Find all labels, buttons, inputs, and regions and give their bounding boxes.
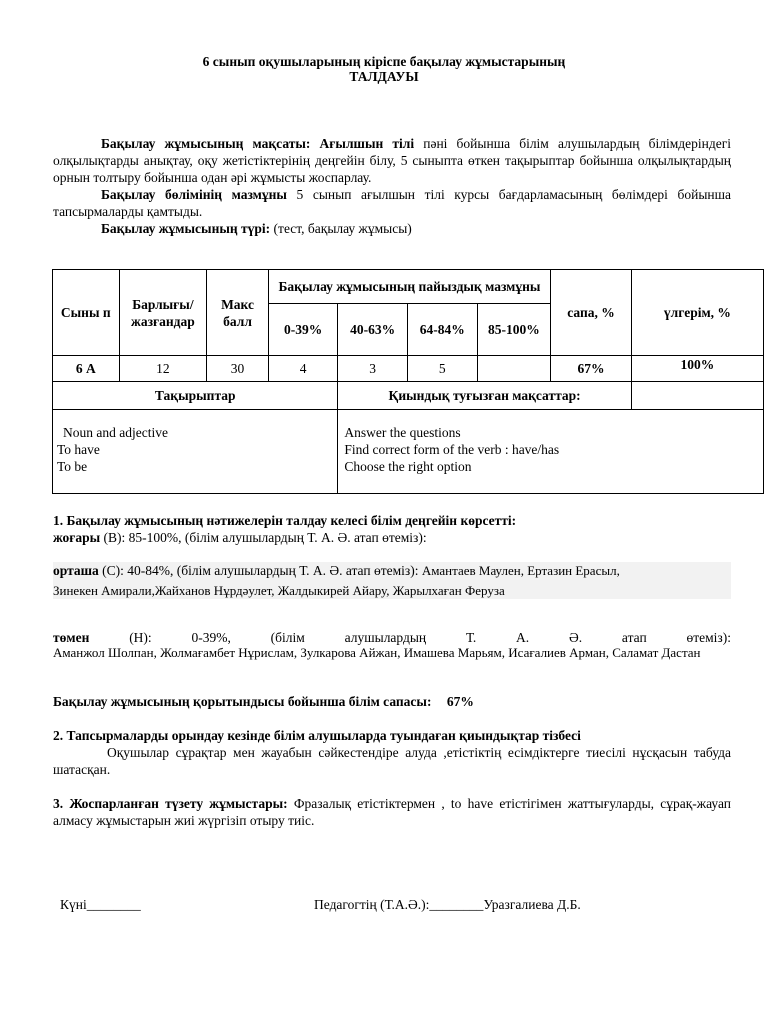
purpose-label: Бақылау жұмысының мақсаты: xyxy=(101,136,311,151)
mid-names-1: Амантаев Маулен, Ертазин Ерасыл, xyxy=(421,563,620,578)
page-title-line1: 6 сынып оқушыларының кіріспе бақылау жұмыстарының xyxy=(202,54,566,69)
header-total: Барлығы/ жазғандар xyxy=(119,270,207,356)
mid-text: (С): 40-84%, (білім алушылардың Т. А. Ә. атап өтеміз): xyxy=(102,563,419,578)
results-heading xyxy=(53,512,731,529)
type-label: Бақылау жұмысының түрі: xyxy=(101,221,271,236)
low-label: төмен xyxy=(53,630,90,645)
teacher-field xyxy=(314,896,581,913)
row-range1: 4 xyxy=(268,356,338,382)
section2-heading-text: 2. Тапсырмаларды орындау кезінде білім алушыларда туындаған қиындықтар тізбесі xyxy=(53,728,581,743)
row-total: 12 xyxy=(119,356,207,382)
content-paragraph xyxy=(53,186,731,220)
row-range3: 5 xyxy=(407,356,477,382)
purpose-subject: Ағылшын тілі xyxy=(319,136,415,151)
row-quality: 67% xyxy=(551,356,632,382)
row-progress: 100% xyxy=(631,356,763,382)
type-paragraph xyxy=(53,220,731,237)
topic-item: To have xyxy=(57,442,100,457)
difficulty-header: Қиындық туғызған мақсаттар: xyxy=(338,382,631,410)
empty-cell xyxy=(631,382,763,410)
row-class: 6 А xyxy=(53,356,120,382)
topic-item: To be xyxy=(57,459,88,474)
mid-names-2: Зинекен Амирали,Жайханов Нұрдәулет, Жалдыкирей Айару, Жарылхаған Феруза xyxy=(53,583,505,598)
quality-line xyxy=(53,693,731,710)
section3-text: Фразалық етістіктермен , to have етістігімен жаттығуларды, сұрақ-жауап алмасу жұмыстарын жиі жүргізіп отыру тиіс. xyxy=(53,796,732,828)
section3-heading: 3. Жоспарланған түзету жұмыстары: xyxy=(53,796,288,811)
topics-header: Тақырыптар xyxy=(53,382,338,410)
purpose-paragraph xyxy=(53,135,731,186)
difficulty-item: Find correct form of the verb : have/has xyxy=(344,442,560,457)
low-level-line xyxy=(53,629,731,646)
mid-level-block xyxy=(53,562,731,599)
range-85-100: 85-100% xyxy=(477,304,551,356)
high-level-line xyxy=(53,529,731,546)
content-text: 5 сынып ағылшын тілі курсы бағдарламасының бөлімдері бойынша тапсырмаларды қамтыды. xyxy=(53,187,732,219)
low-names: Аманжол Шолпан, Жолмағамбет Нұрислам, Зулкарова Айжан, Имашева Марьям, Исағалиев Арман, Саламат Дастан xyxy=(53,645,701,660)
quality-label: Бақылау жұмысының қорытындысы бойынша білім сапасы: xyxy=(53,694,432,709)
range-40-63: 40-63% xyxy=(338,304,408,356)
topic-item: Noun and adjective xyxy=(63,425,168,440)
quality-value: 67% xyxy=(446,694,474,709)
difficulty-item: Answer the questions xyxy=(344,425,461,440)
row-range2: 3 xyxy=(338,356,408,382)
high-label: жоғары xyxy=(53,530,101,545)
teacher-label: Педагогтің (Т.А.Ә.):________ xyxy=(314,897,484,912)
teacher-name: Уразгалиева Д.Б. xyxy=(483,897,581,912)
purpose-text: пәні бойынша білім алушылардың білімдеріндегі олқылықтарды анықтау, оқу жетістіктерінің деңгейін білу, 5 сыныпта өткен тақырыптар бойынша олқылықтардың орнын толтыру бойынша одан әрі жұмысты жоспарлау. xyxy=(53,136,732,185)
range-64-84: 64-84% xyxy=(407,304,477,356)
mid-level-line xyxy=(53,562,731,579)
results-heading-text: 1. Бақылау жұмысының нәтижелерін талдау келесі білім деңгейін көрсетті: xyxy=(53,513,517,528)
section2-heading xyxy=(53,727,731,744)
row-max: 30 xyxy=(207,356,269,382)
header-quality: сапа, % xyxy=(551,270,632,356)
section2-text: Оқушылар сұрақтар мен жауабын сәйкестендіре алуда ,етістіктің есімдіктерге тиесілі нұсқасын табуда шатасқан. xyxy=(53,745,731,777)
header-class: Сыны п xyxy=(53,270,120,356)
date-field: Күні________ xyxy=(60,897,141,912)
difficulty-item: Choose the right option xyxy=(344,459,472,474)
high-text: (В): 85-100%, (білім алушылардың Т. А. Ә. атап өтеміз): xyxy=(103,530,427,545)
header-progress: үлгерім, % xyxy=(631,270,763,356)
header-percent: Бақылау жұмысының пайыздық мазмұны xyxy=(268,270,550,304)
row-range4 xyxy=(477,356,551,382)
header-max: Макс балл xyxy=(207,270,269,356)
mid-label: орташа xyxy=(53,563,99,578)
topics-list xyxy=(53,410,338,494)
content-label: Бақылау бөлімінің мазмұны xyxy=(101,187,287,202)
section3-paragraph xyxy=(53,795,731,829)
low-text: (Н): 0-39%, (білім алушылардың Т. А. Ә. атап өтеміз): xyxy=(129,630,732,645)
type-text: (тест, бақылау жұмысы) xyxy=(273,221,412,236)
page-title-line2: ТАЛДАУЫ xyxy=(349,69,419,84)
difficulty-list xyxy=(338,410,764,494)
results-table xyxy=(52,269,764,494)
range-0-39: 0-39% xyxy=(268,304,338,356)
